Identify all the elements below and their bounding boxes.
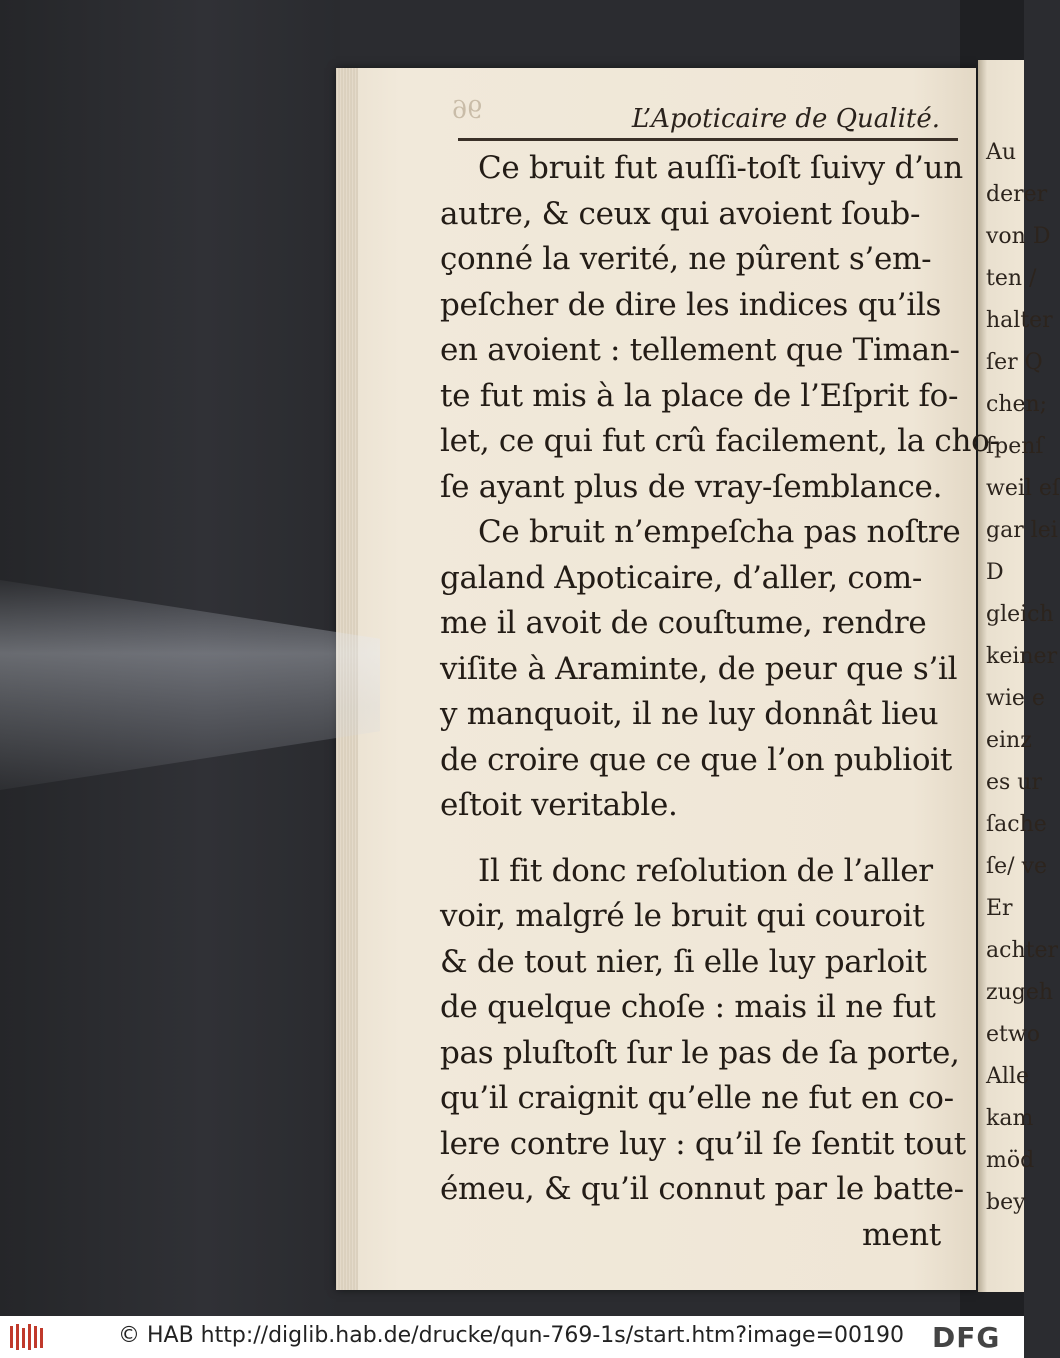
facing-text-line: von D — [986, 224, 1051, 249]
facing-text-line: halter — [986, 308, 1053, 333]
facing-text-line: möd — [986, 1148, 1035, 1173]
facing-text-line: etwo — [986, 1022, 1040, 1047]
text-line: te fut mis à la place de l’Eſprit fo- — [440, 377, 959, 414]
text-line: Ce bruit fut auſſi-toſt ſuivy d’un — [478, 150, 963, 186]
facing-text-line: Er — [986, 896, 1013, 921]
text-line: eſtoit veritable. — [440, 787, 678, 823]
facing-text-line: achter — [986, 938, 1058, 963]
facing-text-line: gar lei — [986, 518, 1058, 543]
bleed-through-page-number: 96 — [452, 96, 483, 124]
text-line: let, ce qui fut crû facilement, la cho- — [440, 423, 1000, 459]
facing-text-line: zugeh — [986, 980, 1054, 1005]
text-line: en avoient : tellement que Timan- — [440, 332, 960, 368]
text-line: y manquoit, il ne luy donnât lieu — [440, 696, 939, 732]
facing-text-line: es ur — [986, 770, 1042, 795]
facing-text-line: ten / — [986, 266, 1037, 291]
facing-text-line: derer — [986, 182, 1048, 207]
text-line: pas pluſtoſt ſur le pas de ſa porte, — [440, 1034, 960, 1071]
text-line: Il fit donc reſolution de l’aller — [478, 852, 933, 889]
text-line: de quelque choſe : mais il ne fut — [440, 989, 936, 1025]
facing-text-line: keiner — [986, 644, 1058, 669]
text-line: peſcher de dire les indices qu’ils — [440, 286, 942, 323]
facing-text-line: Alle — [986, 1064, 1029, 1089]
header-rule — [458, 138, 958, 141]
text-line: galand Apoticaire, d’aller, com- — [440, 559, 923, 596]
facing-text-line: ſer Q — [986, 350, 1043, 375]
text-line: çonné la verité, ne pûrent s’em- — [440, 241, 932, 277]
running-header: L’Apoticaire de Qualité. — [631, 104, 940, 134]
catchword: ment — [862, 1216, 941, 1253]
facing-text-line: weil eſ — [986, 476, 1060, 501]
facing-text-line: ſpenſ — [986, 434, 1044, 459]
facing-text-line: ſe/ ve — [986, 854, 1048, 879]
hab-logo-icon — [8, 1322, 48, 1352]
text-line: me il avoit de couſtume, rendre — [440, 605, 927, 641]
dfg-logo: DFG — [932, 1321, 1001, 1354]
text-line: & de tout nier, ſi elle luy parloit — [440, 943, 927, 980]
facing-text-line: chen; — [986, 392, 1048, 417]
facing-text-line: kam — [986, 1106, 1034, 1131]
text-line: de croire que ce que l’on publioit — [440, 741, 952, 778]
facing-text-line: wie e — [986, 686, 1045, 711]
text-line: autre, & ceux qui avoient ſoub- — [440, 195, 921, 232]
text-line: ſe ayant plus de vray-ſemblance. — [440, 468, 943, 505]
text-line: voir, malgré le bruit qui couroit — [440, 898, 925, 934]
footer-bar — [0, 1316, 1024, 1358]
text-line: lere contre luy : qu’il ſe ſentit tout — [440, 1125, 966, 1162]
text-line: émeu, & qu’il connut par le batte- — [440, 1171, 964, 1207]
facing-text-line: Au — [986, 140, 1017, 165]
facing-text-line: einz — [986, 728, 1032, 753]
text-line: qu’il craignit qu’elle ne fut en co- — [440, 1080, 954, 1116]
text-line: Ce bruit n’empeſcha pas noſtre — [478, 514, 961, 550]
facing-text-line: D — [986, 560, 1004, 585]
facing-text-line: ſache — [986, 812, 1047, 837]
text-line: viſite à Araminte, de peur que s’il — [440, 650, 958, 687]
copyright-url[interactable]: © HAB http://diglib.hab.de/drucke/qun-769-1s/start.htm?image=00190 — [118, 1323, 904, 1348]
facing-text-line: bey — [986, 1190, 1026, 1215]
facing-text-line: gleich — [986, 602, 1054, 627]
